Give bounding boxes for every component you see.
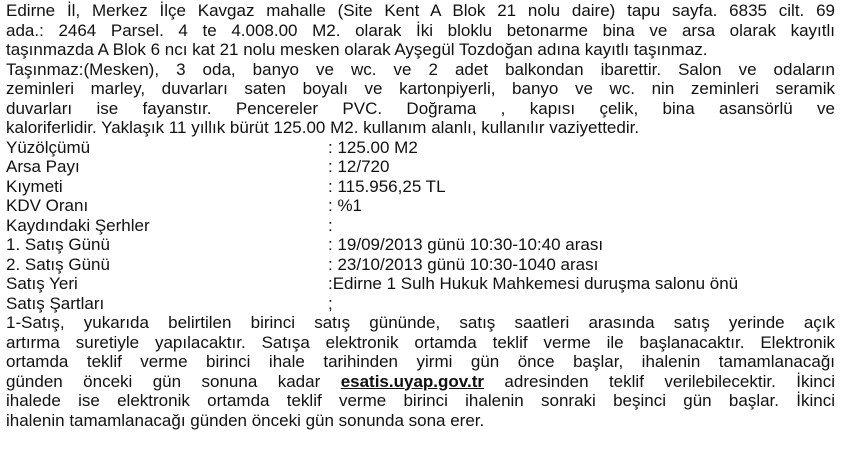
field-label: 2. Satış Günü bbox=[6, 254, 110, 274]
condition-line: artırma suretiyle yapılacaktır. Satışa elektronik ortamda teklif verme ile başlanacaktır. Elektronik bbox=[6, 332, 835, 352]
field-label: KDV Oranı bbox=[6, 196, 89, 215]
field-label: Kaydındaki Şerhler bbox=[6, 215, 150, 235]
field-label: Satış Şartları bbox=[6, 293, 105, 313]
field-row-value bbox=[6, 177, 835, 197]
field-value: : 125.00 M2 bbox=[328, 137, 418, 157]
condition-line: ortamda teklif verme birinci ihale tarihinden yirmi gün önce başlar, ihalenin tamamlanacağı bbox=[6, 352, 835, 371]
field-value: ; bbox=[328, 293, 333, 313]
property-fields bbox=[6, 138, 835, 314]
field-label: Kıymeti bbox=[6, 176, 63, 196]
field-value: : 19/09/2013 günü 10:30-10:40 arası bbox=[328, 235, 604, 254]
field-row-sale-conditions bbox=[6, 294, 835, 314]
condition-text: günden önceki gün sonuna kadar bbox=[6, 371, 341, 391]
description-line: zeminleri marley, duvarları saten boyalı ve kartonpiyerli, banyo ve wc. nin zeminleri seramik bbox=[6, 79, 835, 98]
condition-line bbox=[6, 372, 835, 392]
field-value: : 115.956,25 TL bbox=[328, 176, 446, 196]
field-value: :Edirne 1 Sulh Hukuk Mahkemesi duruşma salonu önü bbox=[328, 274, 739, 293]
condition-text: adresinden teklif verilebilecektir. İkinci bbox=[483, 371, 835, 391]
description-line: Edirne İl, Merkez İlçe Kavgaz mahalle (Site Kent A Blok 21 nolu daire) tapu sayfa. 6835 cilt. 69 bbox=[6, 1, 835, 20]
condition-line: ihalede ise elektronik ortamda teklif verme birinci ihalenin sonraki beşinci gün başlar. İkinci bbox=[6, 391, 835, 410]
field-label: Yüzölçümü bbox=[6, 137, 91, 157]
field-value: : bbox=[328, 215, 333, 235]
condition-line: ihalenin tamamlanacağı günden önceki gün sonunda sona erer. bbox=[6, 410, 485, 430]
field-row-sale-location bbox=[6, 274, 835, 294]
field-row-vat-rate bbox=[6, 196, 835, 216]
condition-line: 1-Satış, yukarıda belirtilen birinci satış gününde, satış saatleri arasında satış yerinde açık bbox=[6, 313, 835, 332]
field-value: : 12/720 bbox=[328, 157, 390, 176]
description-line: Taşınmaz:(Mesken), 3 oda, banyo ve wc. ve 2 adet balkondan ibarettir. Salon ve odaların bbox=[6, 59, 835, 79]
field-row-first-sale-date bbox=[6, 235, 835, 255]
field-value: : %1 bbox=[328, 196, 363, 215]
property-description bbox=[6, 1, 835, 138]
field-row-area bbox=[6, 138, 835, 158]
field-label: 1. Satış Günü bbox=[6, 235, 110, 254]
description-line: taşınmazda A Blok 6 ncı kat 21 nolu mesken olarak Ayşegül Tozdoğan adına kayıtlı taşınmaz. bbox=[6, 40, 708, 59]
field-label: Satış Yeri bbox=[6, 274, 78, 293]
description-line: duvarları ise fayanstır. Pencereler PVC. Doğrama , kapısı çelik, bina asansörlü ve bbox=[6, 98, 835, 118]
esatis-link[interactable]: esatis.uyap.gov.tr bbox=[340, 371, 484, 391]
field-row-second-sale-date bbox=[6, 255, 835, 275]
description-line: kaloriferlidir. Yaklaşık 11 yıllık bürüt 125.00 M2. kullanım alanlı, kullanılır vaziyettedir. bbox=[6, 118, 640, 137]
field-value: : 23/10/2013 günü 10:30-1040 arası bbox=[328, 254, 599, 274]
field-row-land-share bbox=[6, 157, 835, 177]
description-line: ada.: 2464 Parsel. 4 te 4.008.00 M2. olarak İki bloklu betonarme bina ve arsa olarak kayıtlı bbox=[6, 20, 835, 40]
field-label: Arsa Payı bbox=[6, 157, 80, 176]
sale-conditions-text bbox=[6, 313, 835, 430]
field-row-annotations bbox=[6, 216, 835, 236]
